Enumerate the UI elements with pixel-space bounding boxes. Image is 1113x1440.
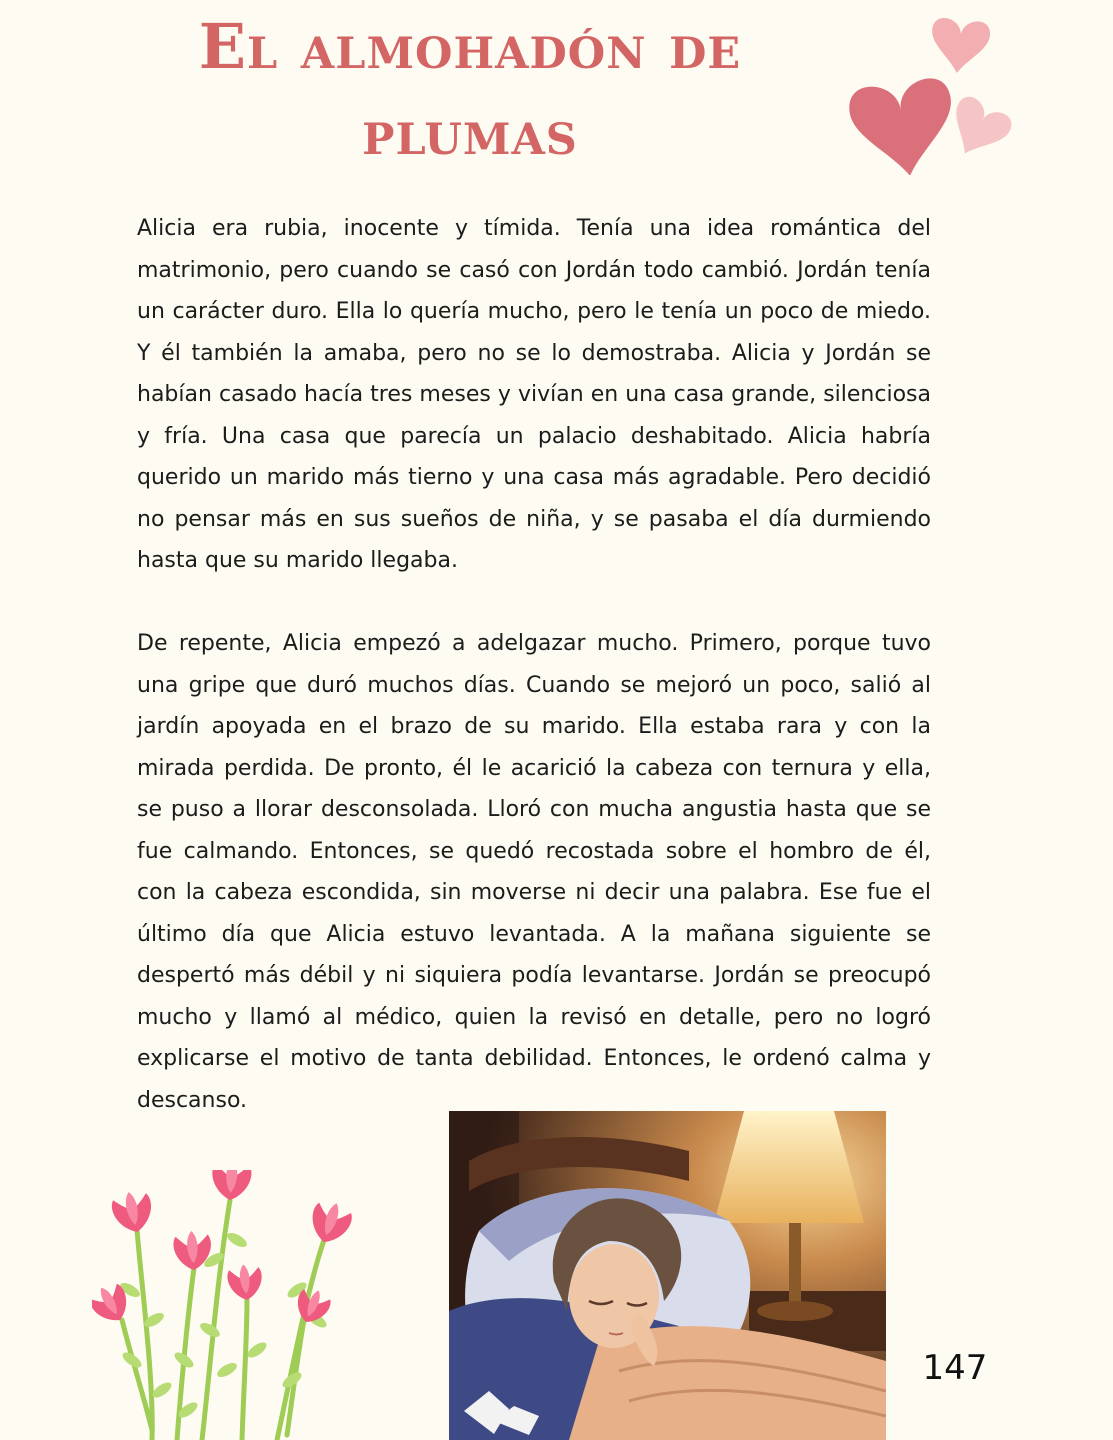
page-title: El almohadón de plumas: [198, 10, 742, 169]
flowers-icon: [92, 1170, 360, 1440]
sleeping-girl-illustration: [449, 1111, 886, 1440]
hearts-icon: [840, 10, 1030, 175]
paragraph: Alicia era rubia, inocente y tímida. Tenía una idea romántica del matrimonio, pero cuando se casó con Jordán todo cambió. Jordán tenía un carácter duro. Ella lo quería mucho, pero le tenía un poco de miedo. Y él también la amaba, pero no se lo demostraba. Alicia y Jordán se habían casado hacía tres meses y vivían en una casa grande, silenciosa y fría. Una casa que parecía un palacio deshabitado. Alicia habría querido un marido más tierno y una casa más agradable. Pero decidió no pensar más en sus sueños de niña, y se pasaba el día durmiendo hasta que su marido llegaba.: [137, 216, 931, 573]
paragraph: De repente, Alicia empezó a adelgazar mucho. Primero, porque tuvo una gripe que duró muchos días. Cuando se mejoró un poco, salió al jardín apoyada en el brazo de su marido. Ella estaba rara y con la mirada perdida. De pronto, él le acarició la cabeza con ternura y ella, se puso a llorar desconsolada. Lloró con mucha angustia hasta que se fue calmando. Entonces, se quedó recostada sobre el hombro de él, con la cabeza escondida, sin moverse ni decir una palabra. Ese fue el último día que Alicia estuvo levantada. A la mañana siguiente se despertó más débil y ni siquiera podía levantarse. Jordán se preocupó mucho y llamó al médico, quien la revisó en detalle, pero no logró explicarse el motivo de tanta debilidad. Entonces, le ordenó calma y descanso.: [137, 631, 931, 1113]
story-text: [137, 208, 931, 1121]
page-number: 147: [922, 1348, 988, 1388]
